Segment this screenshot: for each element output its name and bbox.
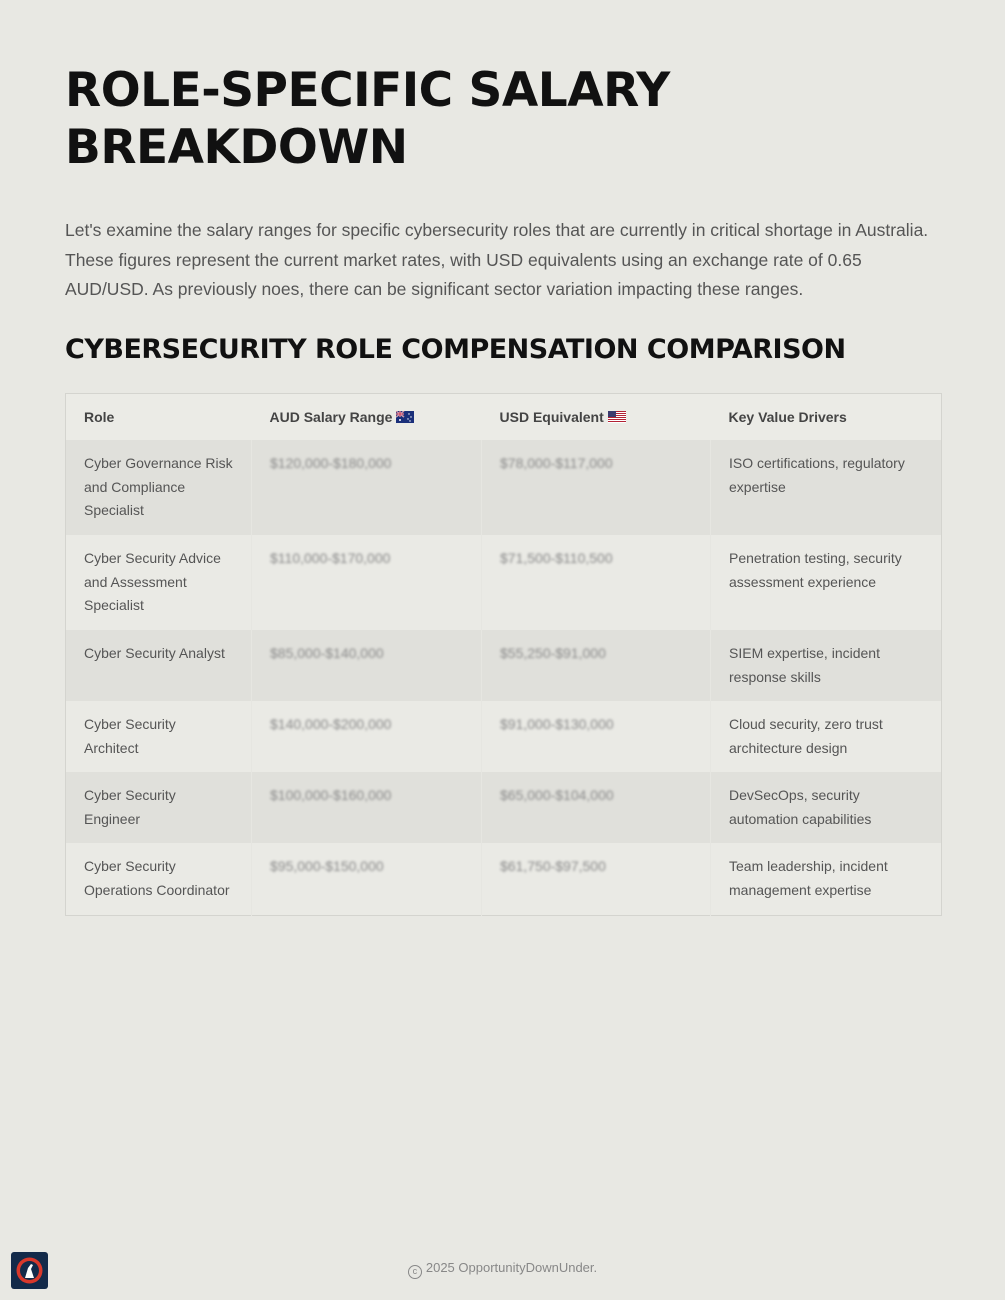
salary-table: [65, 393, 942, 916]
cell-drivers: Team leadership, incident management expertise: [711, 843, 942, 915]
header-drivers: Key Value Drivers: [711, 393, 942, 440]
footer-text: 2025 OpportunityDownUnder.: [425, 1260, 598, 1275]
header-usd: USD Equivalent: [482, 393, 711, 440]
cell-drivers: SIEM expertise, incident response skills: [711, 630, 942, 701]
page-content: [65, 62, 941, 916]
cell-role: Cyber Security Analyst: [66, 630, 252, 701]
cell-drivers: Penetration testing, security assessment experience: [711, 535, 942, 630]
usa-flag-icon: [608, 411, 626, 423]
intro-paragraph: Let's examine the salary ranges for specific cybersecurity roles that are currently in critical shortage in Australia. These figures represent the current market rates, with USD equivalents using an exchange rate of 0.65 AUD/USD. As previously noes, there can be significant sector variation impacting these ranges.: [65, 220, 929, 299]
table-row: [66, 630, 942, 701]
cell-usd: $65,000-$104,000: [482, 772, 711, 843]
cell-role: Cyber Governance Risk and Compliance Specialist: [66, 440, 252, 535]
copyright-icon: c: [408, 1265, 422, 1279]
table-row: [66, 843, 942, 915]
cell-aud: $140,000-$200,000: [252, 701, 482, 772]
table-row: [66, 772, 942, 843]
footer: [0, 1260, 1005, 1279]
cell-aud: $95,000-$150,000: [252, 843, 482, 915]
cell-aud: $85,000-$140,000: [252, 630, 482, 701]
header-aud: AUD Salary Range: [252, 393, 482, 440]
cell-role: Cyber Security Architect: [66, 701, 252, 772]
cell-drivers: Cloud security, zero trust architecture design: [711, 701, 942, 772]
cell-role: Cyber Security Advice and Assessment Specialist: [66, 535, 252, 630]
table-row: [66, 440, 942, 535]
cell-aud: $100,000-$160,000: [252, 772, 482, 843]
cell-usd: $78,000-$117,000: [482, 440, 711, 535]
cell-usd: $55,250-$91,000: [482, 630, 711, 701]
cell-role: Cyber Security Operations Coordinator: [66, 843, 252, 915]
header-role: Role: [66, 393, 252, 440]
cell-usd: $71,500-$110,500: [482, 535, 711, 630]
section-title: CYBERSECURITY ROLE COMPENSATION COMPARISON: [65, 333, 846, 365]
table-row: [66, 535, 942, 630]
cell-role: Cyber Security Engineer: [66, 772, 252, 843]
cell-aud: $110,000-$170,000: [252, 535, 482, 630]
table-header-row: [66, 393, 942, 440]
table-row: [66, 701, 942, 772]
cell-usd: $91,000-$130,000: [482, 701, 711, 772]
cell-drivers: ISO certifications, regulatory expertise: [711, 440, 942, 535]
cell-aud: $120,000-$180,000: [252, 440, 482, 535]
page-title: ROLE-SPECIFIC SALARY BREAKDOWN: [65, 63, 670, 175]
cell-drivers: DevSecOps, security automation capabilities: [711, 772, 942, 843]
australia-flag-icon: [396, 411, 414, 423]
cell-usd: $61,750-$97,500: [482, 843, 711, 915]
